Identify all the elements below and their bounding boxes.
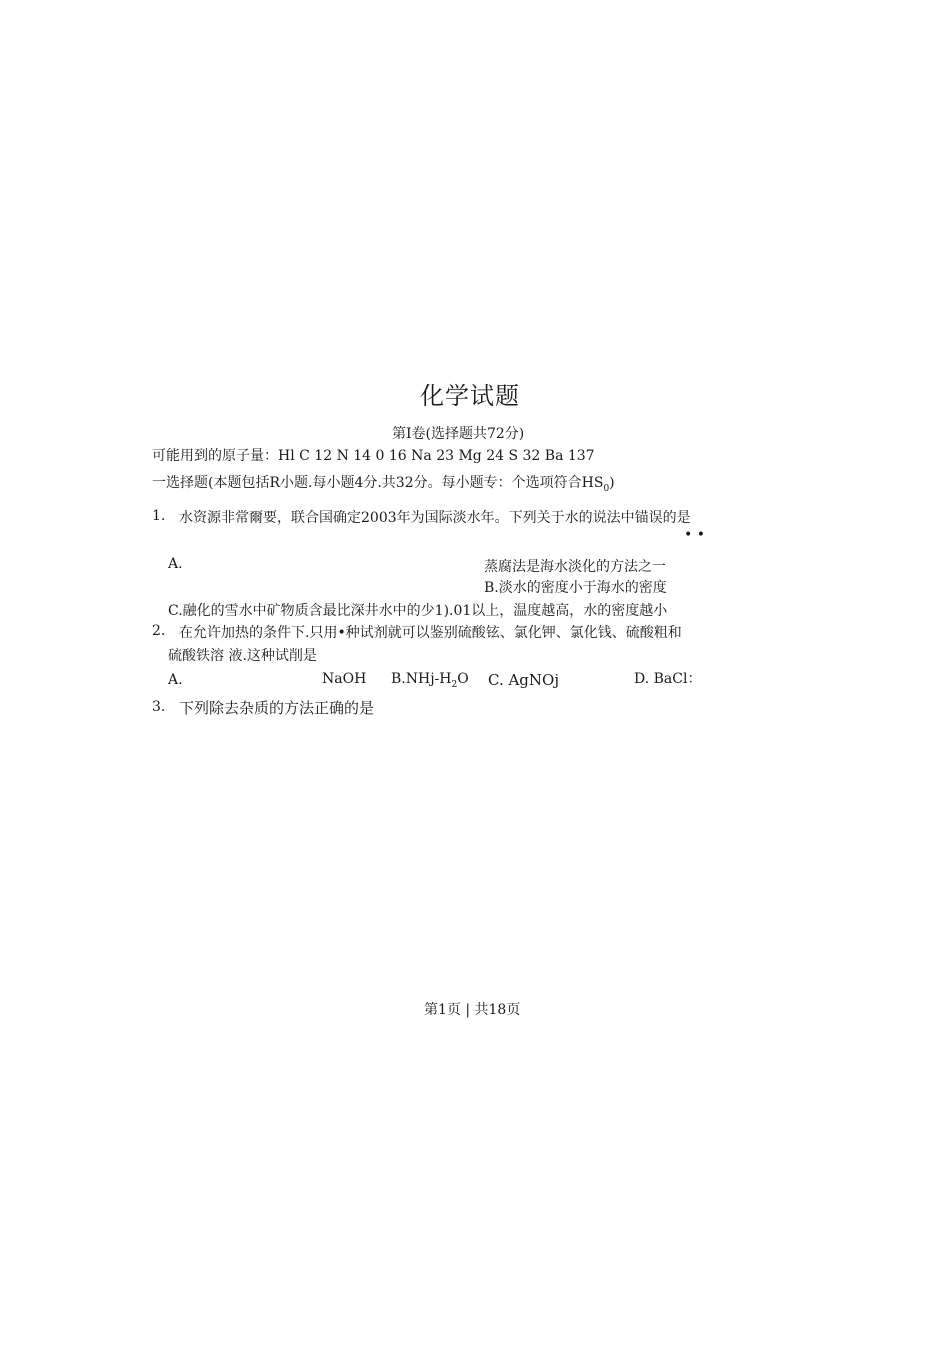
- atomic-mass-line: 可能用到的原子量：Hl C 12 N 14 0 16 Na 23 Mg 24 S 32 Ba 137: [152, 448, 595, 464]
- question-2-stem-line-2: 硫酸铁溶 液.这种试削是: [168, 648, 317, 664]
- page-footer: 第1页 | 共18页: [424, 1002, 521, 1018]
- emphasis-dots: • •: [684, 527, 705, 543]
- question-2-option-b-text: B.NHj-H: [391, 671, 452, 687]
- question-2-option-c: C. AgNOj: [488, 671, 559, 689]
- question-2-option-a-label: A.: [168, 672, 183, 688]
- section-heading: 第I卷(选择题共72分): [392, 426, 525, 442]
- question-2-option-d: D. BaCl：: [634, 671, 702, 687]
- question-2-option-b: [391, 671, 469, 690]
- question-1-option-b: B.淡水的密度小于海水的密度: [484, 580, 667, 596]
- question-2-number: 2.: [152, 623, 166, 639]
- part-intro-text: 一选择题(本题包括R小题.每小题4分.共32分。每小题专：个选项符合HS: [152, 475, 604, 491]
- question-1-stem: 水资源非常爾要，联合国确定2003年为国际淡水年。下列关于水的说法中锚误的是: [179, 510, 691, 526]
- part-intro: [152, 472, 615, 494]
- question-1-option-c: C.融化的雪水中矿物质含最比深井水中的少1).01以上，温度越高，水的密度越小: [168, 603, 668, 619]
- page-title: 化学试题: [420, 382, 520, 410]
- question-3-stem: 下列除去杂质的方法正确的是: [179, 699, 375, 717]
- question-1-option-a-label: A.: [168, 556, 183, 572]
- question-1-option-a: 蒸腐法是海水淡化的方法之一: [484, 559, 666, 575]
- question-2-stem-line-1: 在允许加热的条件下.只用•种试剂就可以鉴别硫酸铉、氯化钾、氯化钱、硫酸粗和: [179, 625, 682, 641]
- question-2-option-b-subscript: 2: [451, 679, 458, 690]
- question-2-option-a: NaOH: [322, 671, 367, 687]
- question-1-number: 1.: [152, 508, 166, 524]
- part-intro-end: ): [609, 475, 615, 491]
- question-3-number: 3.: [152, 699, 166, 715]
- part-intro-subscript: 0: [603, 483, 610, 494]
- question-2-option-b-end: O: [457, 671, 469, 687]
